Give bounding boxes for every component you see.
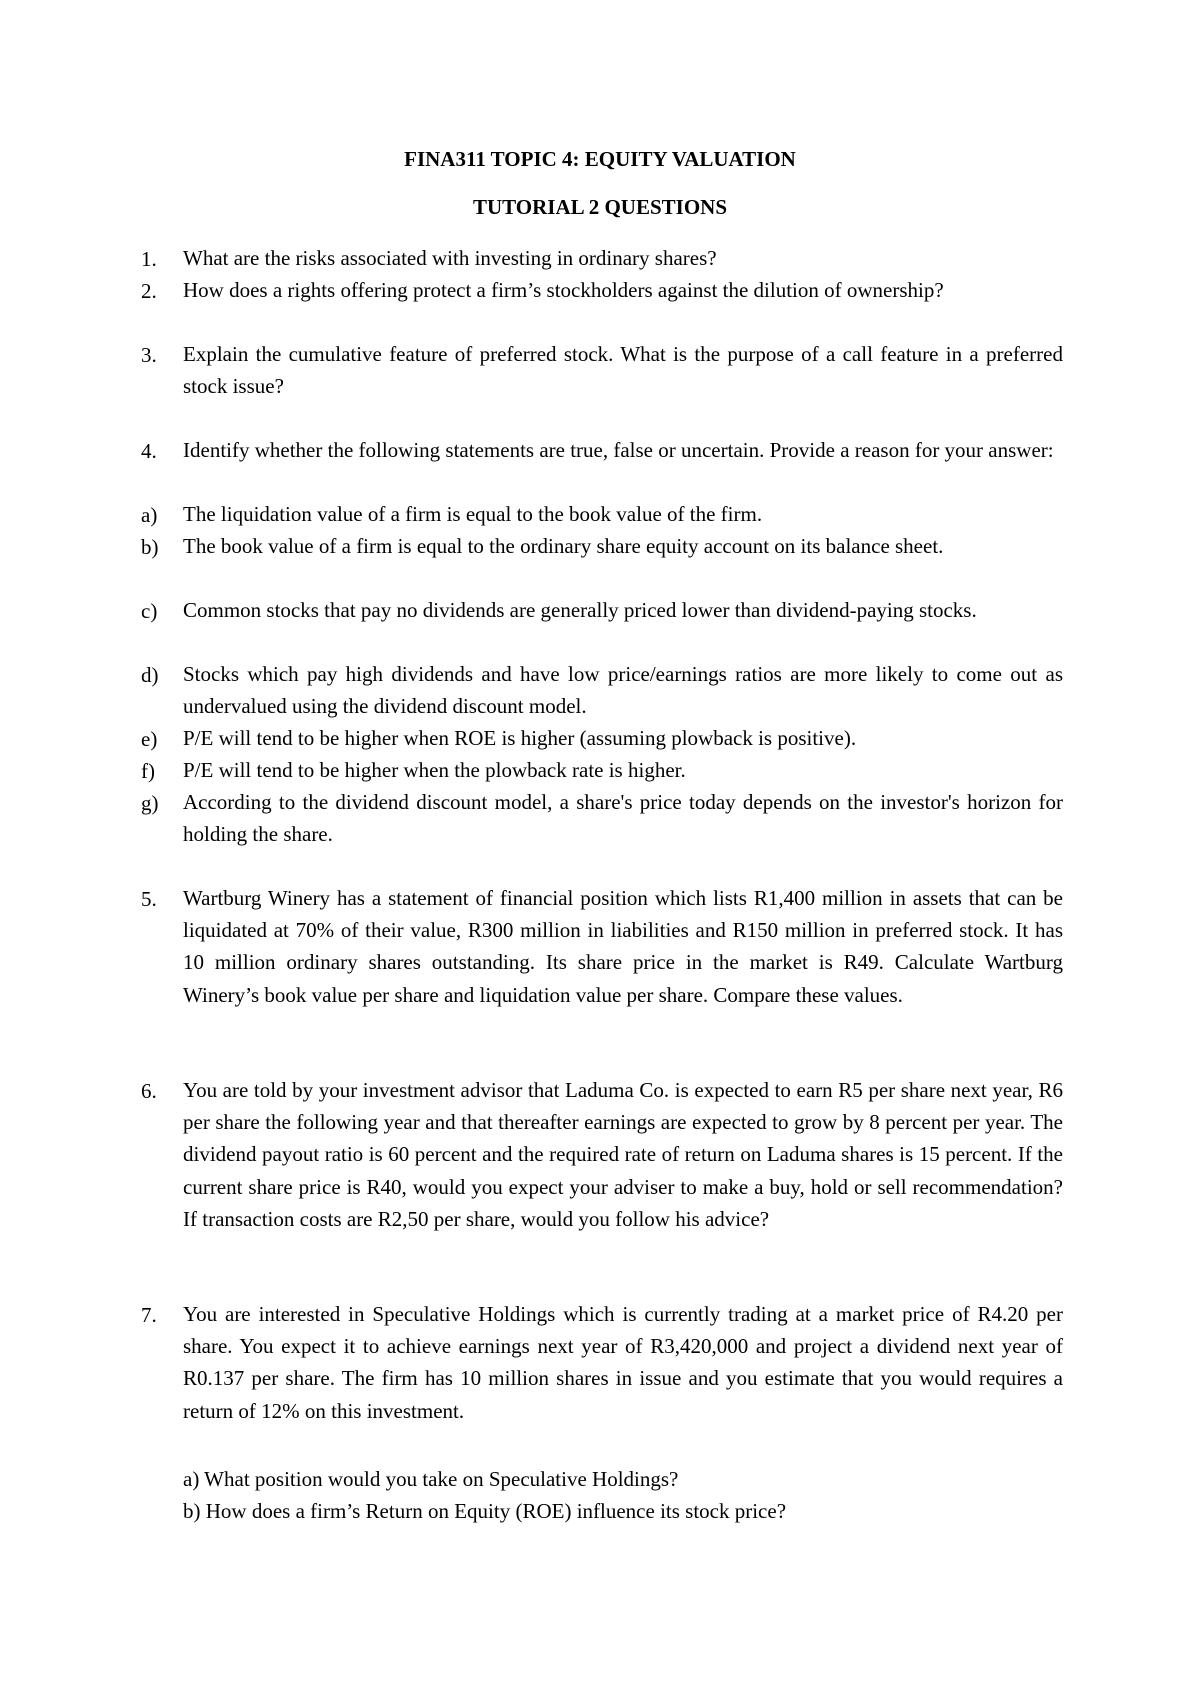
question-4-number: 4. — [141, 439, 157, 463]
question-2-text: How does a rights offering protect a firm’s stockholders against the dilution of ownership? — [183, 278, 944, 302]
question-5-text: Wartburg Winery has a statement of financial position which lists R1,400 million in assets that can be liquidated at 70% of their value, R300 million in liabilities and R150 million in preferred stock. It has 10 million ordinary shares outstanding. Its share price in the market is R49. Calculate Wartburg Winery’s book value per share and liquidation value per share. Compare these values. — [183, 886, 1063, 1007]
document-subtitle: TUTORIAL 2 QUESTIONS — [472, 195, 728, 219]
statement-e-letter: e) — [141, 727, 158, 751]
statement-g-text: According to the dividend discount model, a share's price today depends on the investor's horizon for holding the share. — [183, 790, 1063, 847]
question-6-text: You are told by your investment advisor that Laduma Co. is expected to earn R5 per share next year, R6 per share the following year and that thereafter earnings are expected to grow by 8 percent per year. The dividend payout ratio is 60 percent and the required rate of return on Laduma shares is 15 percent. If the current share price is R40, would you expect your adviser to make a buy, hold or sell recommendation? If transaction costs are R2,50 per share, would you follow his advice? — [183, 1078, 1063, 1231]
statement-d-text: Stocks which pay high dividends and have low price/earnings ratios are more likely to come out as undervalued using the dividend discount model. — [183, 662, 1063, 719]
question-7-part-b: b) How does a firm’s Return on Equity (ROE) influence its stock price? — [183, 1499, 787, 1523]
statement-a-letter: a) — [141, 503, 158, 527]
statement-c-text: Common stocks that pay no dividends are generally priced lower than dividend-paying stocks. — [183, 598, 977, 622]
question-5-number: 5. — [141, 887, 157, 911]
statement-f-text: P/E will tend to be higher when the plowback rate is higher. — [183, 758, 686, 782]
statement-b-letter: b) — [141, 535, 159, 559]
question-7-text: You are interested in Speculative Holdings which is currently trading at a market price of R4.20 per share. You expect it to achieve earnings next year of R3,420,000 and project a dividend next year of R0.137 per share. The firm has 10 million shares in issue and you estimate that you would requires a return of 12% on this investment. — [183, 1302, 1063, 1423]
question-3-text: Explain the cumulative feature of preferred stock. What is the purpose of a call feature in a preferred stock issue? — [183, 342, 1063, 399]
question-4-text: Identify whether the following statements are true, false or uncertain. Provide a reason for your answer: — [183, 438, 1054, 462]
statement-a-text: The liquidation value of a firm is equal to the book value of the firm. — [183, 502, 763, 526]
question-7-number: 7. — [141, 1303, 157, 1327]
statement-c-letter: c) — [141, 599, 158, 623]
statement-g-letter: g) — [141, 791, 159, 815]
question-1-text: What are the risks associated with investing in ordinary shares? — [183, 246, 717, 270]
document-title: FINA311 TOPIC 4: EQUITY VALUATION — [404, 147, 796, 171]
question-6-number: 6. — [141, 1079, 157, 1103]
statement-d-letter: d) — [141, 663, 159, 687]
statement-b-text: The book value of a firm is equal to the ordinary share equity account on its balance sheet. — [183, 534, 944, 558]
question-2-number: 2. — [141, 279, 157, 303]
question-7-part-a: a) What position would you take on Speculative Holdings? — [183, 1467, 679, 1491]
statement-f-letter: f) — [141, 759, 155, 783]
question-3-number: 3. — [141, 343, 157, 367]
question-1-number: 1. — [141, 247, 157, 271]
statement-e-text: P/E will tend to be higher when ROE is higher (assuming plowback is positive). — [183, 726, 857, 750]
